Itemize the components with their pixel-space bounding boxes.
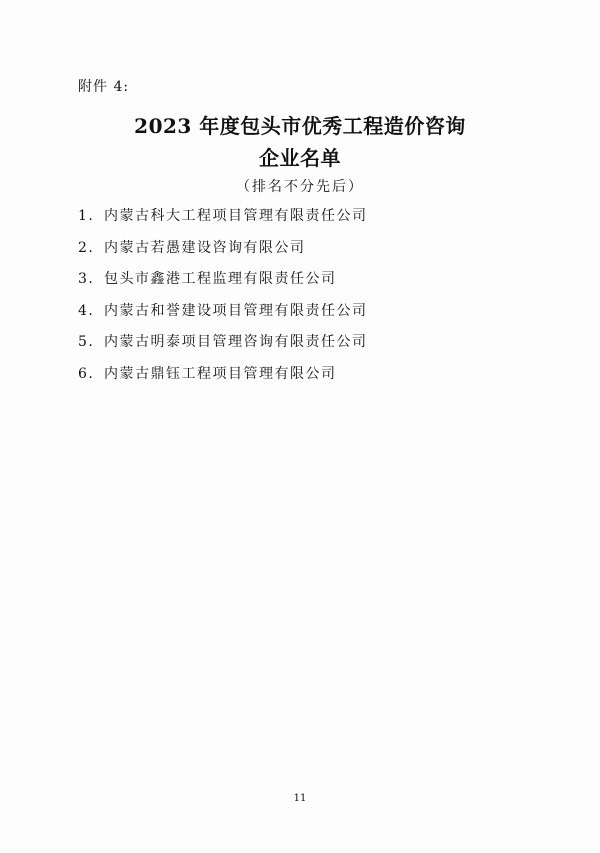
list-item-name: 内蒙古鼎钰工程项目管理有限公司 (104, 365, 337, 382)
list-item (78, 268, 368, 300)
list-item (78, 300, 368, 332)
list-item-number: 5. (78, 334, 95, 350)
document-subtitle: （排名不分先后） (236, 179, 364, 195)
list-item-number: 6. (78, 365, 95, 382)
list-item (78, 331, 368, 363)
list-item-number: 1. (78, 208, 95, 224)
list-item-name: 内蒙古和誉建设项目管理有限责任公司 (104, 302, 368, 319)
list-item-name: 包头市鑫港工程监理有限责任公司 (104, 271, 337, 287)
page-number: 11 (293, 793, 307, 804)
list-item-name: 内蒙古明泰项目管理咨询有限责任公司 (104, 334, 368, 350)
list-item (78, 363, 368, 395)
list-item-number: 2. (78, 239, 95, 256)
list-item (78, 205, 368, 237)
list-item-name: 内蒙古若愚建设咨询有限公司 (104, 239, 306, 256)
list-item (78, 237, 368, 269)
document-title-line1: 2023 年度包头市优秀工程造价咨询 (134, 114, 466, 138)
document-title-line2: 企业名单 (259, 146, 341, 170)
list-item-number: 4. (78, 302, 95, 319)
list-item-name: 内蒙古科大工程项目管理有限责任公司 (104, 208, 368, 224)
list-item-number: 3. (78, 271, 95, 287)
attachment-label: 附件 4: (78, 79, 130, 95)
company-list (78, 205, 368, 394)
